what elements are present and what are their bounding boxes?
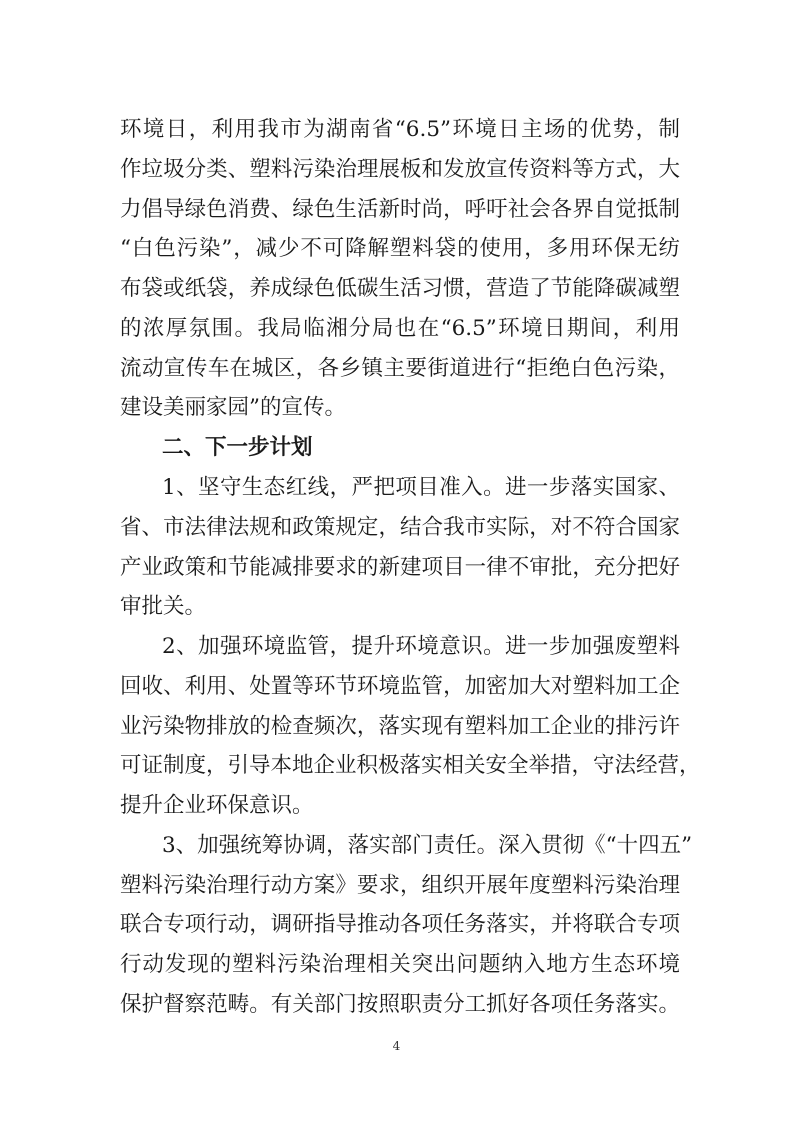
item-2-line: 可证制度，引导本地企业积极落实相关安全举措，守法经营， — [120, 753, 701, 778]
section-heading: 二、下一步计划 — [162, 435, 313, 460]
paragraph-1-line: 建设美丽家园”的宣传。 — [120, 395, 346, 420]
item-2-line: 业污染物排放的检查频次，落实现有塑料加工企业的排污许 — [120, 714, 680, 739]
item-1-line: 省、市法律法规和政策规定，结合我市实际，对不符合国家 — [120, 515, 680, 540]
item-3-line: 3、加强统筹协调，落实部门责任。深入贯彻《“十四五” — [162, 833, 693, 858]
paragraph-1-line: “白色污染”，减少不可降解塑料袋的使用，多用环保无纺 — [120, 236, 680, 261]
paragraph-1-line: 布袋或纸袋，养成绿色低碳生活习惯，营造了节能降碳减塑 — [120, 276, 680, 301]
item-3-line: 塑料污染治理行动方案》要求，组织开展年度塑料污染治理 — [120, 873, 680, 898]
item-1-line: 产业政策和节能减排要求的新建项目一律不审批，充分把好 — [120, 555, 680, 580]
item-3-line: 联合专项行动，调研指导推动各项任务落实，并将联合专项 — [120, 912, 680, 937]
item-1-line: 审批关。 — [120, 594, 207, 619]
paragraph-1-line: 流动宣传车在城区，各乡镇主要街道进行“拒绝白色污染， — [120, 356, 680, 381]
page-number: 4 — [392, 1039, 401, 1053]
item-2-line: 2、加强环境监管，提升环境意识。进一步加强废塑料 — [162, 634, 680, 659]
item-2-line: 提升企业环保意识。 — [120, 793, 314, 818]
paragraph-1-line: 力倡导绿色消费、绿色生活新时尚，呼吁社会各界自觉抵制 — [120, 197, 680, 222]
paragraph-1-line: 环境日，利用我市为湖南省“6.5”环境日主场的优势，制 — [120, 117, 680, 142]
paragraph-1-line: 的浓厚氛围。我局临湘分局也在“6.5”环境日期间，利用 — [120, 316, 680, 341]
item-2-line: 回收、利用、处置等环节环境监管，加密加大对塑料加工企 — [120, 674, 680, 699]
item-3-line: 保护督察范畴。有关部门按照职责分工抓好各项任务落实。 — [120, 992, 680, 1017]
item-3-line: 行动发现的塑料污染治理相关突出问题纳入地方生态环境 — [120, 952, 680, 977]
paragraph-1-line: 作垃圾分类、塑料污染治理展板和发放宣传资料等方式，大 — [120, 157, 680, 182]
item-1-line: 1、坚守生态红线，严把项目准入。进一步落实国家、 — [162, 475, 680, 500]
